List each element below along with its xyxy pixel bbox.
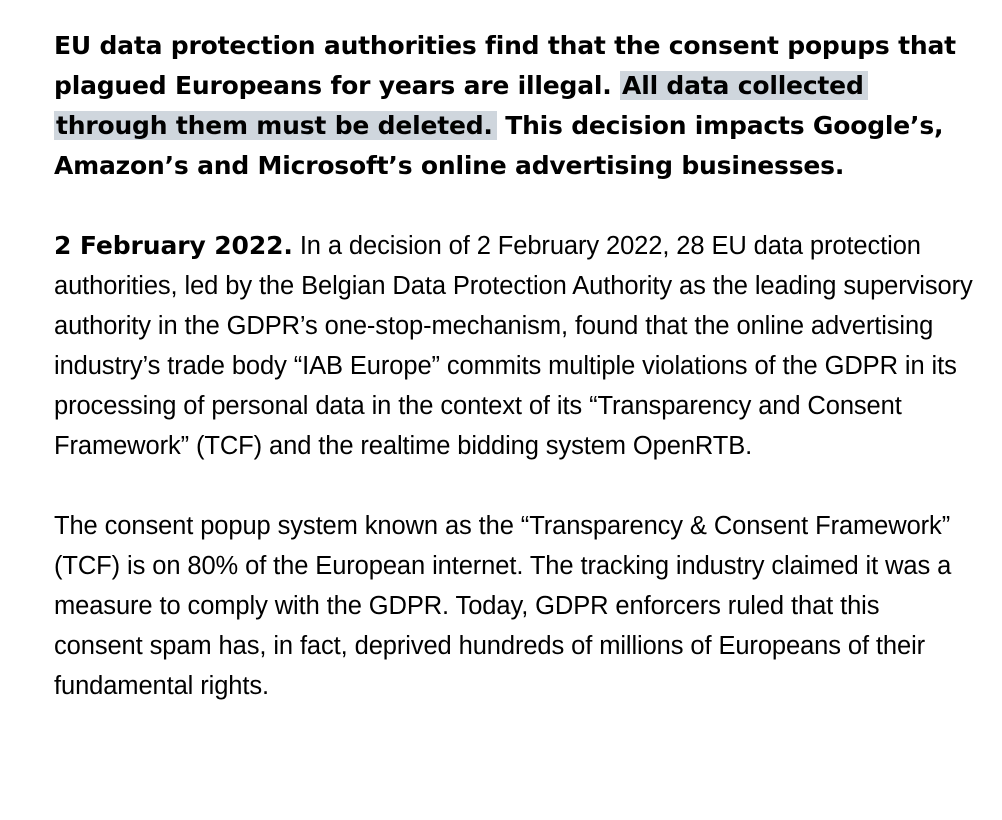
headline-highlighted-text: All data collected through them must be deleted.: [54, 71, 868, 140]
headline-text-continued: This decision impacts Google’s, Amazon’s and Microsoft’s online advertising businesses.: [54, 111, 944, 180]
headline-text: EU data protection authorities find that the consent popups that plagued Europeans for years are illegal.: [54, 31, 956, 100]
dateline: 2 February 2022.: [54, 231, 293, 260]
paragraph-tcf: [54, 506, 974, 706]
paragraph-decision-text: In a decision of 2 February 2022, 28 EU data protection authorities, led by the Belgian Data Protection Authority as the leading supervisory authority in the GDPR’s one-stop-mechanism, found that the online advertising industry’s trade body “IAB Europe” commits multiple violations of the GDPR in its processing of personal data in the context of its “Transparency and Consent Framework” (TCF) and the realtime bidding system OpenRTB.: [54, 232, 973, 460]
article-body: [54, 26, 974, 706]
paragraph-decision: [54, 226, 974, 466]
paragraph-tcf-text: The consent popup system known as the “Transparency & Consent Framework” (TCF) is on 80% of the European internet. The tracking industry claimed it was a measure to comply with the GDPR. Today, GDPR enforcers ruled that this consent spam has, in fact, deprived hundreds of millions of Europeans of their fundamental rights.: [54, 512, 952, 700]
article-headline: [54, 26, 974, 186]
